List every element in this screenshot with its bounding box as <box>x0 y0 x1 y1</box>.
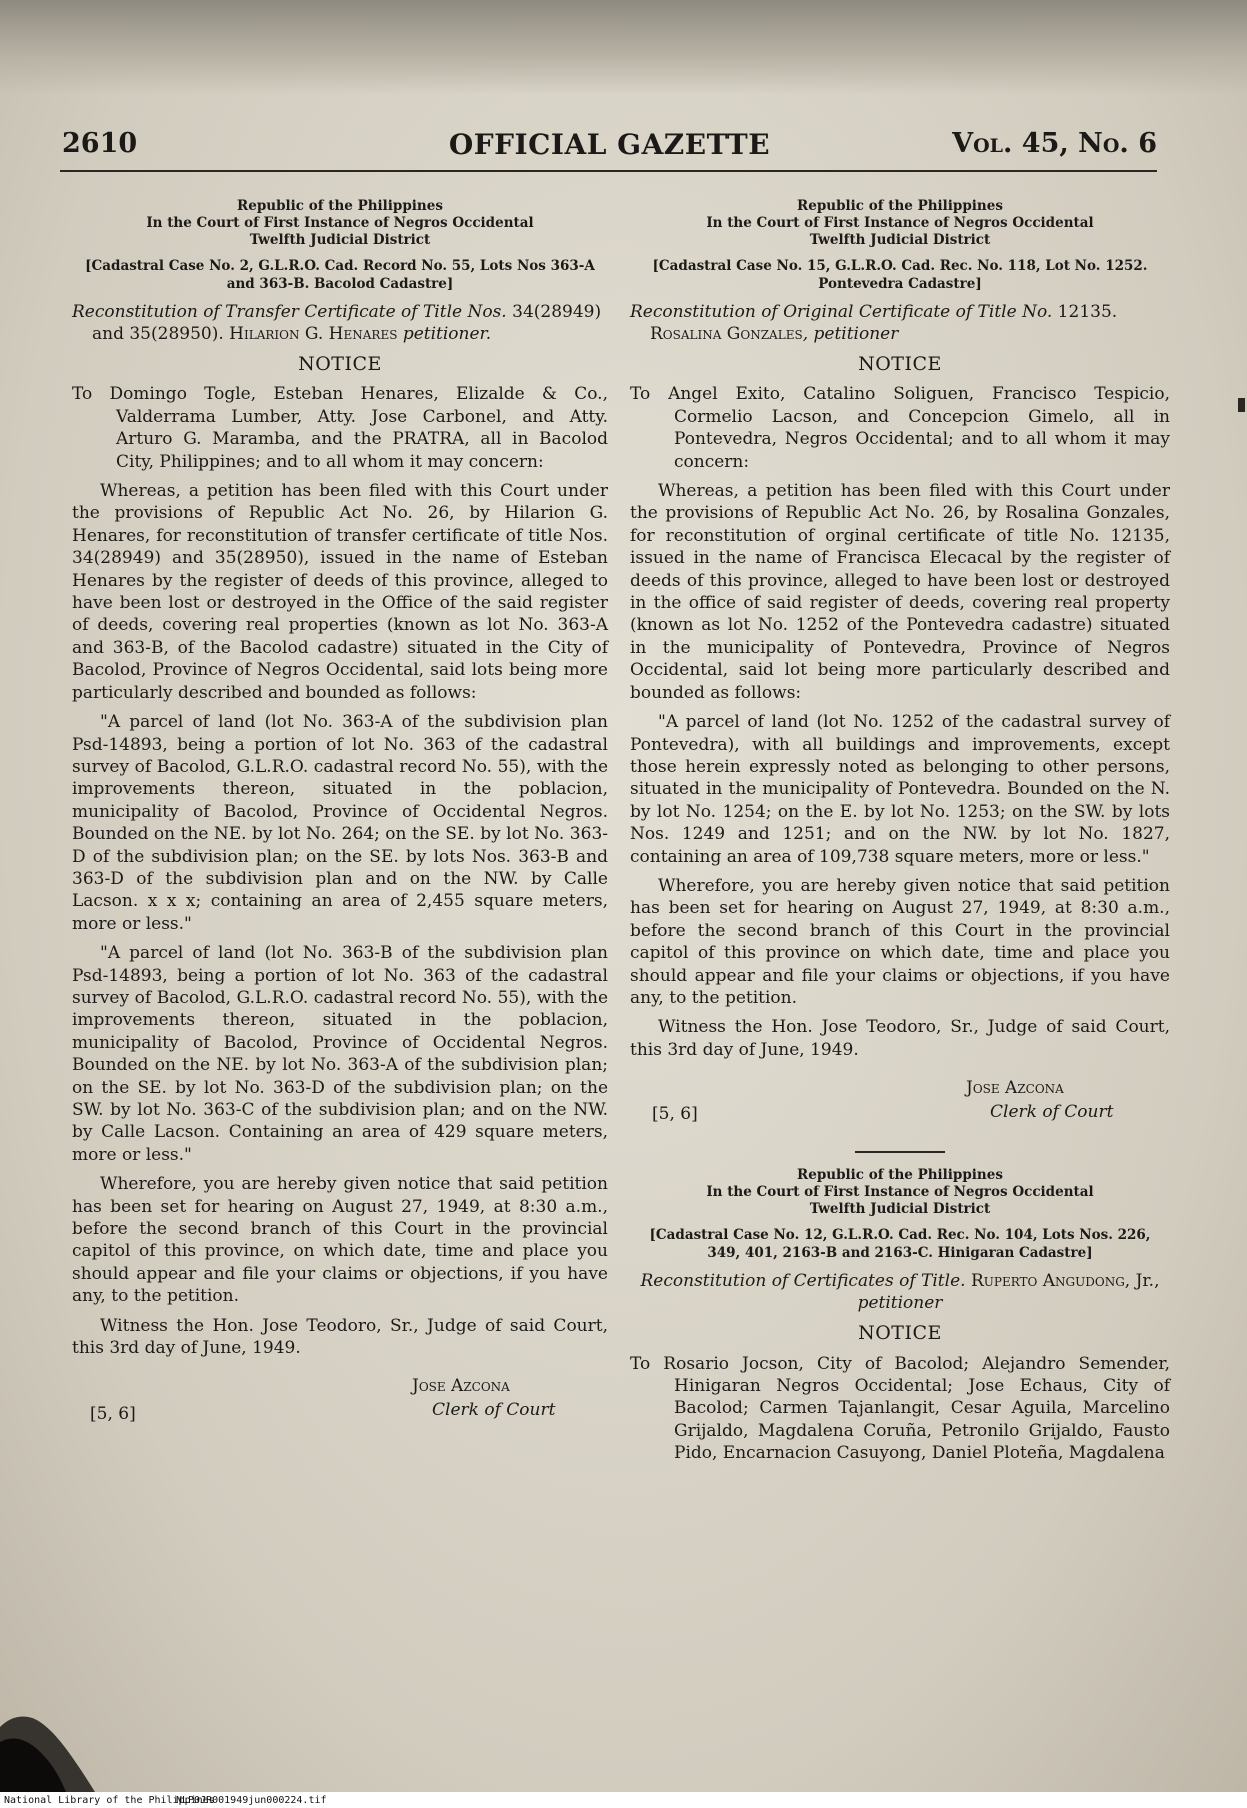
petitioner-name: Rosalina Gonzales <box>650 324 803 344</box>
file-name: NLP0JR001949jun000224.tif <box>176 1795 327 1806</box>
court-heading <box>630 198 1170 249</box>
case-reference: [Cadastral Case No. 2, G.L.R.O. Cad. Record No. 55, Lots Nos 363-A and 363-B. Bacolod Cadastre] <box>85 258 595 292</box>
court-line: Republic of the Philippines <box>797 1167 1003 1184</box>
court-line: Republic of the Philippines <box>797 198 1003 214</box>
body-paragraph: Wherefore, you are hereby given notice that said petition has been set for hearing on August 27, 1949, at 8:30 a.m., before the second branch of this Court in the provincial capitol of this province on which date, time and place you should appear and file your claims or objections, if you have any, to the petition. <box>630 875 1170 1008</box>
reconstitution-title: Reconstitution of Certificates of Title. <box>640 1271 966 1292</box>
court-line: In the Court of First Instance of Negros Occidental <box>706 1184 1094 1201</box>
notice-heading-second: NOTICE <box>858 1322 942 1345</box>
court-line: In the Court of First Instance of Negros Occidental <box>146 215 534 231</box>
body-paragraph: Whereas, a petition has been filed with this Court under the provisions of Republic Act No. 26, by Hilarion G. Henares, for reconstitution of transfer certificate of title Nos. 34(28949) and 35(28950), issued in the name of Esteban Henares by the register of deeds of this province, alleged to have been lost or destroyed in the Office of the said register of deeds, covering real properties (known as lot No. 363-A and 363-B, of the Bacolod cadastre) situated in the City of Bacolod, Province of Negros Occidental, said lots being more particularly described and bounded as follows: <box>72 481 608 703</box>
signature-block <box>630 1073 1170 1125</box>
left-column-notice <box>72 198 608 1423</box>
court-line: Twelfth Judicial District <box>249 232 431 248</box>
signer-role: Clerk of Court <box>432 1400 556 1421</box>
body-paragraph: Witness the Hon. Jose Teodoro, Sr., Judge of said Court, this 3rd day of June, 1949. <box>630 1017 1170 1060</box>
library-credit: National Library of the Philippines <box>4 1795 215 1806</box>
page-header <box>62 118 1157 166</box>
notice-heading: NOTICE <box>298 353 382 375</box>
addressee-paragraph-second: To Rosario Jocson, City of Bacolod; Alejandro Semender, Hinigaran Negros Occidental; Jose Echaus, City of Bacolod; Carmen Tajanlangit, Cesar Aguila, Marcelino Grijaldo, Magdalena Coruña, Petronilo Grijaldo, Fausto Pido, Encarnacion Casuyong, Daniel Ploteña, Magdalena <box>630 1353 1170 1464</box>
court-line: In the Court of First Instance of Negros Occidental <box>706 215 1094 231</box>
issue-reference: [5, 6] <box>90 1404 136 1425</box>
court-line: Republic of the Philippines <box>237 198 443 214</box>
body-paragraph: "A parcel of land (lot No. 363-A of the subdivision plan Psd-14893, being a portion of lot No. 363 of the cadastral survey of Bacolod, G.L.R.O. cadastral record No. 55), with the improvements thereon, situated in the poblacion, municipality of Bacolod, Province of Occidental Negros. Bounded on the NE. by lot No. 264; on the SE. by lot No. 363-D of the subdivision plan; on the SE. by lots Nos. 363-B and 363-D of the subdivision plan and on the NW. by Calle Lacson. x x x; containing an area of 2,455 square meters, more or less." <box>72 712 608 934</box>
court-line: Twelfth Judicial District <box>809 232 991 248</box>
petitioner-role: , petitioner <box>802 324 899 344</box>
notice-heading: NOTICE <box>858 353 942 375</box>
case-reference: [Cadastral Case No. 15, G.L.R.O. Cad. Rec. No. 118, Lot No. 1252. Pontevedra Cadastre] <box>652 258 1148 292</box>
court-line: Twelfth Judicial District <box>809 1201 991 1218</box>
signature-block <box>72 1371 608 1423</box>
signer-name: Jose Azcona <box>966 1078 1064 1099</box>
header-divider <box>60 170 1157 172</box>
reconstitution-line <box>72 301 608 345</box>
signer-name: Jose Azcona <box>412 1376 510 1397</box>
addressee-paragraph: To Angel Exito, Catalino Soliguen, Francisco Tespicio, Cormelio Lacson, and Concepcion Gimelo, all in Pontevedra, Negros Occidental; and to all whom it may concern: <box>630 384 1170 472</box>
body-paragraph: "A parcel of land (lot No. 363-B of the subdivision plan Psd-14893, being a portion of lot No. 363 of the cadastral survey of Bacolod, G.L.R.O. cadastral record No. 55), with the improvements thereon, situated in the poblacion, municipality of Bacolod, Province of Occidental Negros. Bounded on the NE. by lot No. 363-A of the subdivision plan; on the SE. by lot No. 363-D of the subdivision plan; on the SW. by lot No. 363-C of the subdivision plan; and on the NW. by Calle Lacson. Containing an area of 429 square meters, more or less." <box>72 943 608 1165</box>
scan-footer <box>0 1792 1247 1808</box>
case-reference-second: [Cadastral Case No. 12, G.L.R.O. Cad. Rec. No. 104, Lots Nos. 226, 349, 401, 2163-B and 2163-C. Hinigaran Cadastre] <box>649 1227 1151 1262</box>
reconstitution-line <box>630 301 1170 345</box>
right-column <box>630 198 1170 1465</box>
reconstitution-line-second <box>630 1270 1170 1314</box>
signer-role: Clerk of Court <box>990 1102 1114 1123</box>
issue-reference: [5, 6] <box>652 1104 698 1125</box>
page-number: 2610 <box>62 128 138 159</box>
section-divider <box>855 1151 945 1153</box>
petitioner-suffix: , Jr., <box>1124 1271 1160 1292</box>
volume-number: Vol. 45, No. 6 <box>952 128 1157 159</box>
court-heading <box>72 198 608 249</box>
petitioner-role: petitioner <box>857 1293 943 1314</box>
scan-blot <box>0 1702 95 1792</box>
reconstitution-numbers: 34(28949) and 35(28950). <box>92 302 602 344</box>
body-paragraph: Witness the Hon. Jose Teodoro, Sr., Judge of said Court, this 3rd day of June, 1949. <box>72 1315 608 1359</box>
reconstitution-title: Reconstitution of Transfer Certificate of Title Nos. <box>72 302 507 322</box>
court-heading-second <box>630 1167 1170 1218</box>
petitioner-name: Ruperto Angudong <box>965 1271 1125 1292</box>
petitioner-role: petitioner. <box>397 324 492 344</box>
body-paragraph: Wherefore, you are hereby given notice that said petition has been set for hearing on August 27, 1949, at 8:30 a.m., before the second branch of this Court in the provincial capitol of this province, on which date, time and place you should appear and file your claims or objections, if you have any, to the petition. <box>72 1174 608 1307</box>
publication-title: OFFICIAL GAZETTE <box>448 128 771 161</box>
body-paragraph: "A parcel of land (lot No. 1252 of the cadastral survey of Pontevedra), with all buildings and improvements, except those herein expressly noted as belonging to other persons, situated in the municipality of Pontevedra. Bounded on the N. by lot No. 1254; on the E. by lot No. 1253; on the SW. by lots Nos. 1249 and 1251; and on the NW. by lot No. 1827, containing an area of 109,738 square meters, more or less." <box>630 712 1170 867</box>
reconstitution-title: Reconstitution of Original Certificate of Title No. <box>630 302 1053 322</box>
scan-edge-mark <box>1238 398 1245 412</box>
scan-top-shadow <box>0 0 1247 95</box>
body-paragraph: Whereas, a petition has been filed with this Court under the provisions of Republic Act No. 26, by Rosalina Gonzales, for reconstitution of orginal certificate of title No. 12135, issued in the name of Francisca Elecacal by the register of deeds of this province, alleged to have been lost or destroyed in the office of said register of deeds, covering real property (known as lot No. 1252 of the Pontevedra cadastre) situated in the municipality of Pontevedra, Province of Negros Occidental, said lot being more particularly described and bounded as follows: <box>630 481 1170 703</box>
petitioner-name: Hilarion G. Henares <box>229 324 398 344</box>
addressee-paragraph: To Domingo Togle, Esteban Henares, Elizalde & Co., Valderrama Lumber, Atty. Jose Carbonel, and Atty. Arturo G. Maramba, and the PRATRA, all in Bacolod City, Philippines; and to all whom it may concern: <box>72 384 608 472</box>
reconstitution-numbers: 12135. <box>1052 302 1118 322</box>
